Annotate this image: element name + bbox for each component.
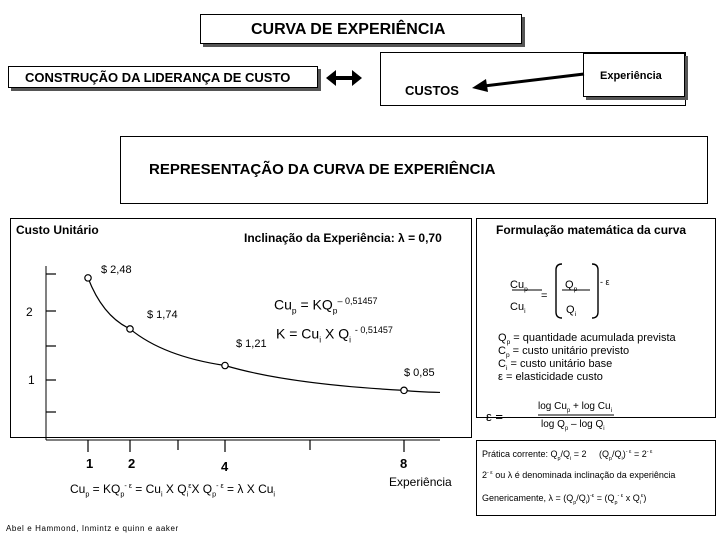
y-tick-label: 1 <box>28 373 35 387</box>
representation-title: REPRESENTAÇÃO DA CURVA DE EXPERIÊNCIA <box>149 161 496 178</box>
practice-line-3: Genericamente, $\lambda = (Q_p/Q_i)^{-\varepsilon} = (Q_p^{- \varepsilon}$ x $Q_i^\varepsilon$) <box>482 493 647 506</box>
cost-leadership-label: CONSTRUÇÃO DA LIDERANÇA DE CUSTO <box>25 70 291 85</box>
fraction-top-right: $Q_p$ <box>565 279 578 294</box>
costs-label: CUSTOS <box>405 83 459 98</box>
practice-line-2: $2^{- \varepsilon}$ ou λ é denominada inclinação da experiência <box>482 470 676 480</box>
epsilon-denominator: $\log Q_p$ – $\log Q_i$ <box>541 419 605 432</box>
fraction-equals: = <box>541 290 548 302</box>
arrow-left-icon <box>470 68 590 92</box>
slope-label: Inclinação da Experiência: λ = 0,70 <box>244 231 442 245</box>
x-tick-label: 2 <box>128 456 136 471</box>
point-label: $ 0,85 <box>404 367 435 379</box>
equation-cup: $Cu_p = KQ_p^{- 0,51457}$ <box>274 296 378 316</box>
legend-item: $C_p$ = custo unitário previsto <box>498 345 630 360</box>
x-tick-label: 1 <box>86 456 94 471</box>
point-label: $ 2,48 <box>101 264 132 276</box>
epsilon-numerator: $\log Cu_p + \log Cu_i$ <box>538 401 612 414</box>
fraction-exponent: - ε <box>600 277 610 287</box>
point-label: $ 1,74 <box>147 309 178 321</box>
credits: Abel e Hammond, Inmintz e quinn e aaker <box>6 524 179 533</box>
curve-point <box>85 275 91 281</box>
legend-item: ε = elasticidade custo <box>498 371 603 383</box>
x-tick-label: 8 <box>400 456 408 471</box>
y-tick-label: 2 <box>26 305 33 319</box>
fraction-bottom-left: $Cu_i$ <box>510 301 526 316</box>
formula-panel-title: Formulação matemática da curva <box>496 223 687 237</box>
curve-point <box>401 387 407 393</box>
equation-k: $K = Cu_i$ X $Q_i$ $^{- 0,51457}$ <box>276 325 393 345</box>
curve-point <box>127 326 133 332</box>
curve-point <box>222 362 228 368</box>
point-label: $ 1,21 <box>236 338 267 350</box>
legend-item: $Q_p$ = quantidade acumulada prevista <box>498 332 676 347</box>
experience-box <box>583 53 685 97</box>
bottom-formula: $Cu_p = KQ_p^{- \varepsilon} = Cu_i$ X $Q_i^\varepsilon X$ $Q_p^{- \varepsilon} = \lambda$ X $Cu_i$ <box>70 481 276 499</box>
y-axis-label: Custo Unitário <box>16 223 99 237</box>
x-axis-label: Experiência <box>389 475 452 489</box>
legend-item: $C_i$ = custo unitário base <box>498 358 613 373</box>
page-title: CURVA DE EXPERIÊNCIA <box>251 21 446 38</box>
practice-line-1: Prática corrente: $Q_p/Q_i = 2$ $(Q_p/Q_i)^{- \varepsilon} = 2^{- \varepsilon}$ <box>482 449 653 462</box>
fraction-bottom-right: $Q_i$ <box>566 304 577 319</box>
experience-label: Experiência <box>600 70 662 82</box>
x-tick-label: 4 <box>221 459 229 474</box>
fraction-top-left: $Cu_p$ <box>510 279 528 294</box>
epsilon-lhs: ε = - <box>486 409 511 424</box>
